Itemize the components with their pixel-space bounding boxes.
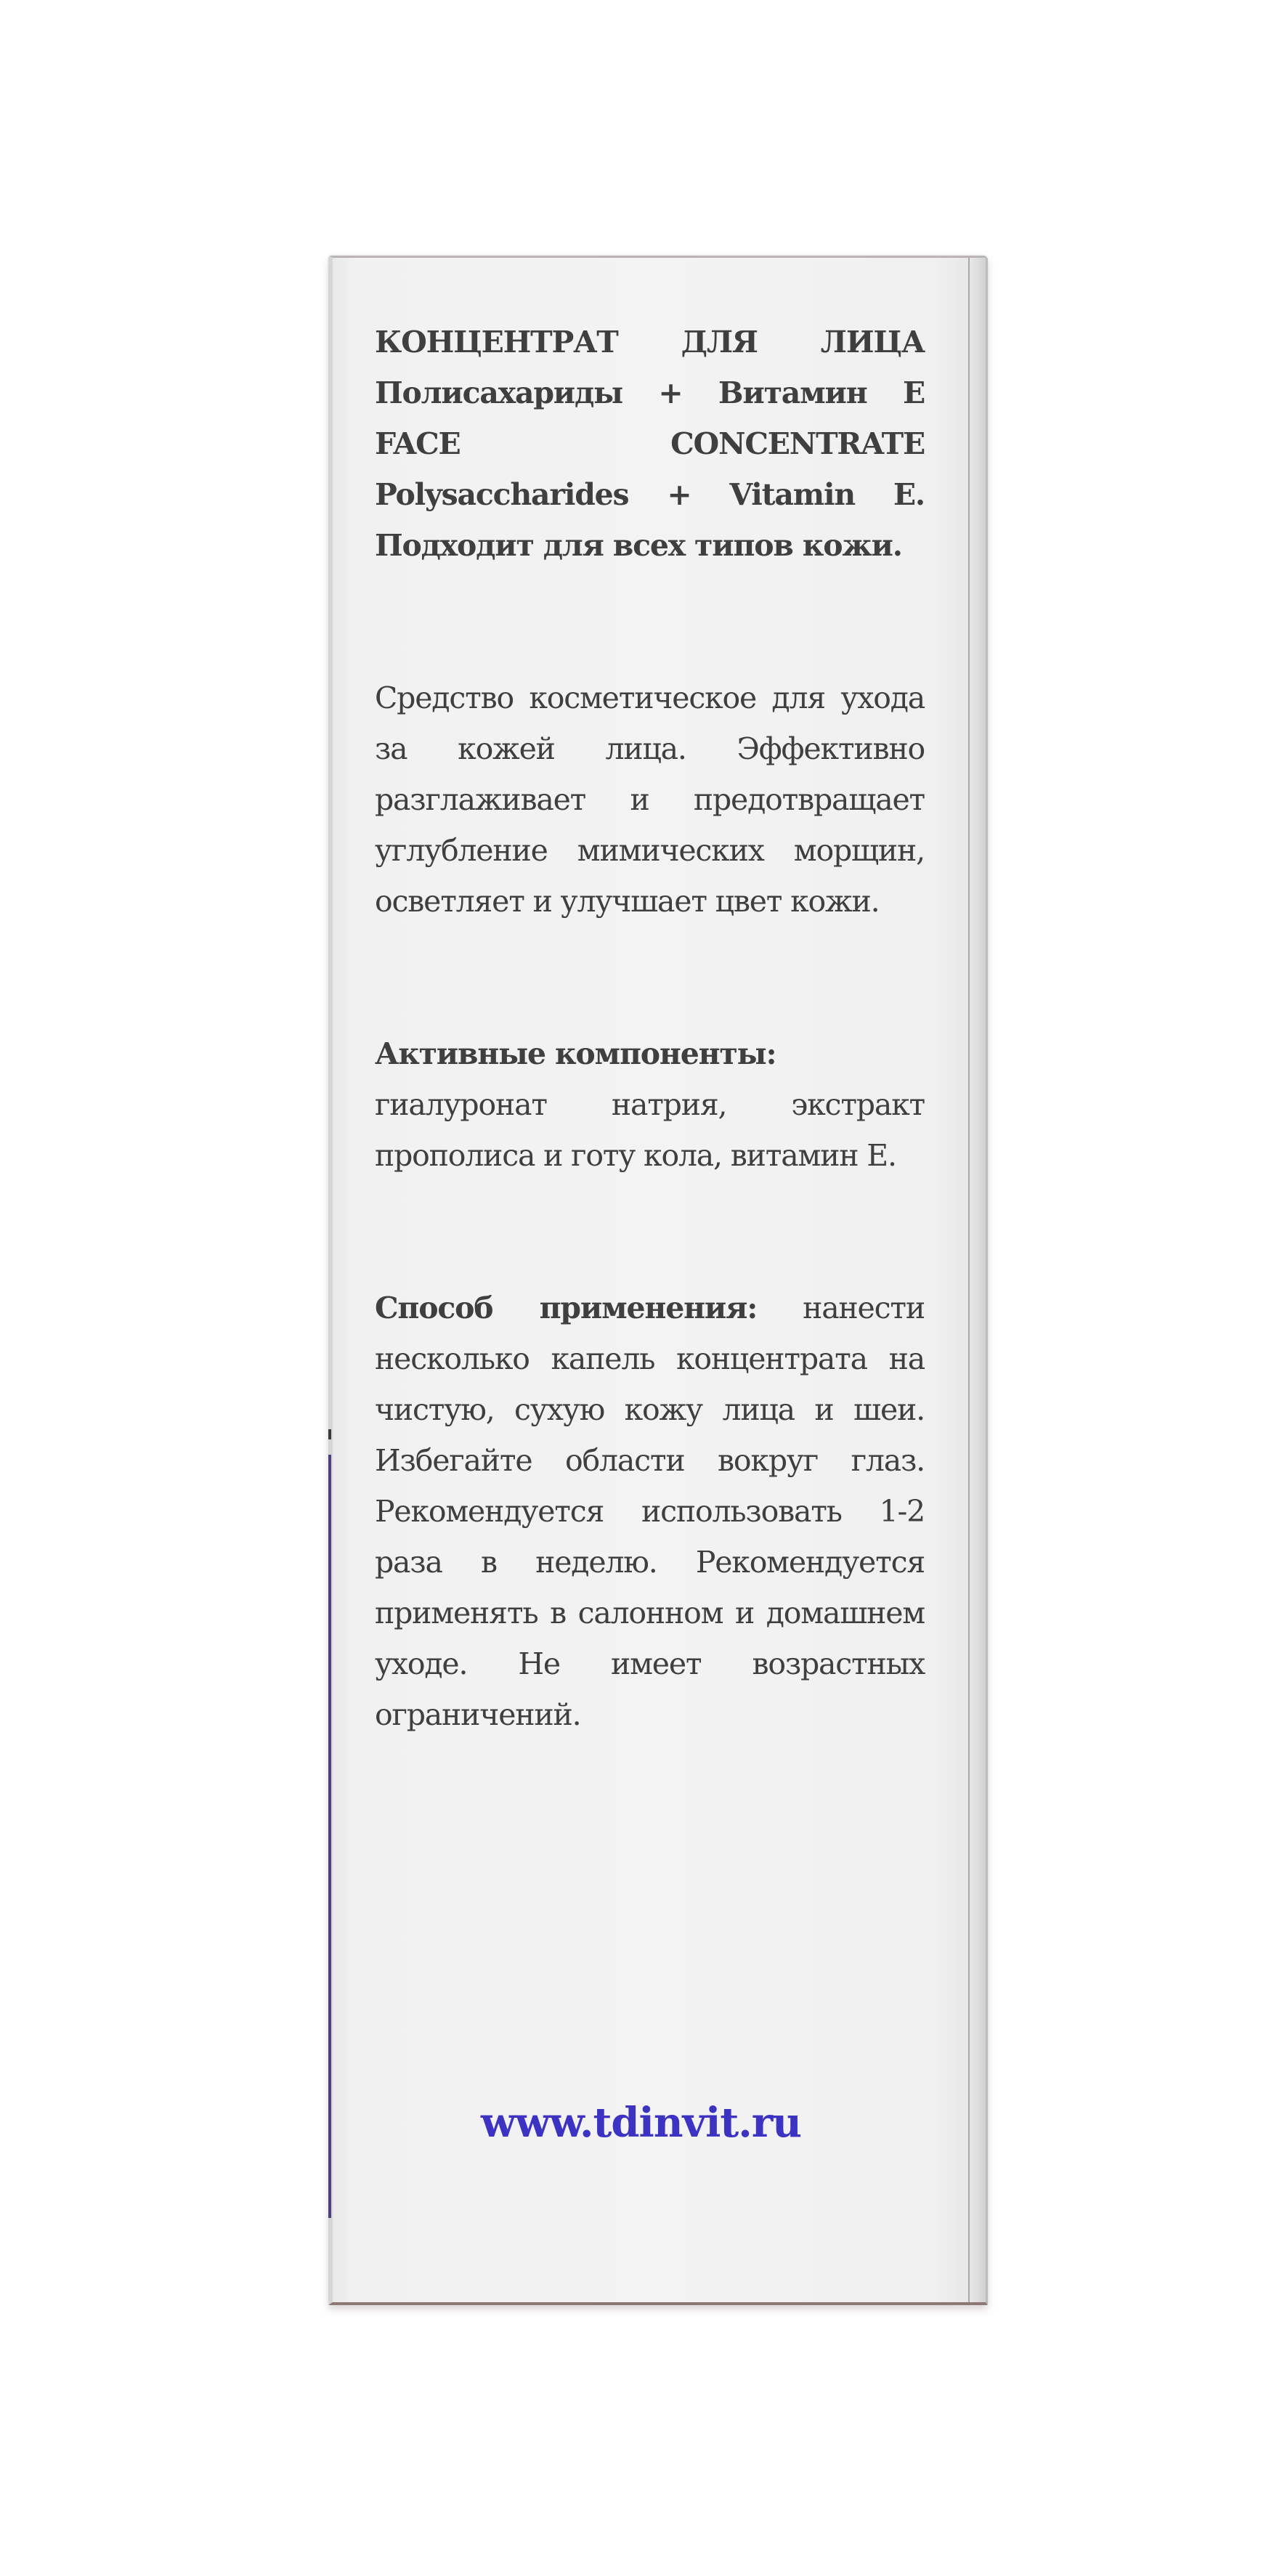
spacer [375, 622, 925, 673]
box-edge-mark [328, 1429, 331, 1439]
active-components-text: гиалуронат натрия, экстракт прополиса и готу кола, витамин Е. [375, 1087, 925, 1173]
active-components-label: Активные компоненты: [375, 1036, 776, 1071]
usage-section [375, 1283, 925, 1740]
usage-text: нанести несколько капель концентрата на чистую, сухую кожу лица и шеи. Избегайте области вокруг глаз. Рекомендуется использовать 1-2 раза в неделю. Рекомендуется применять в салонном и домашнем уходе. Не имеет возрастных ограничений. [375, 1291, 925, 1732]
panel-text [375, 317, 925, 1740]
usage-label: Способ применения: [375, 1291, 758, 1325]
spacer [375, 978, 925, 1028]
product-description: Средство косметическое для ухода за кожей лица. Эффективно разглаживает и предотвращает углубление мимических морщин, осветляет и улучшает цвет кожи. [375, 680, 925, 919]
website-link[interactable]: www.tdinvit.ru [481, 2099, 801, 2147]
product-heading: КОНЦЕНТРАТ ДЛЯ ЛИЦА Полисахариды + Витамин Е FACE CONCENTRATE Polysaccharides + Vitamin E. Подходит для всех типов кожи. [375, 325, 925, 563]
box-right-edge [968, 258, 986, 2302]
spacer [375, 1232, 925, 1283]
